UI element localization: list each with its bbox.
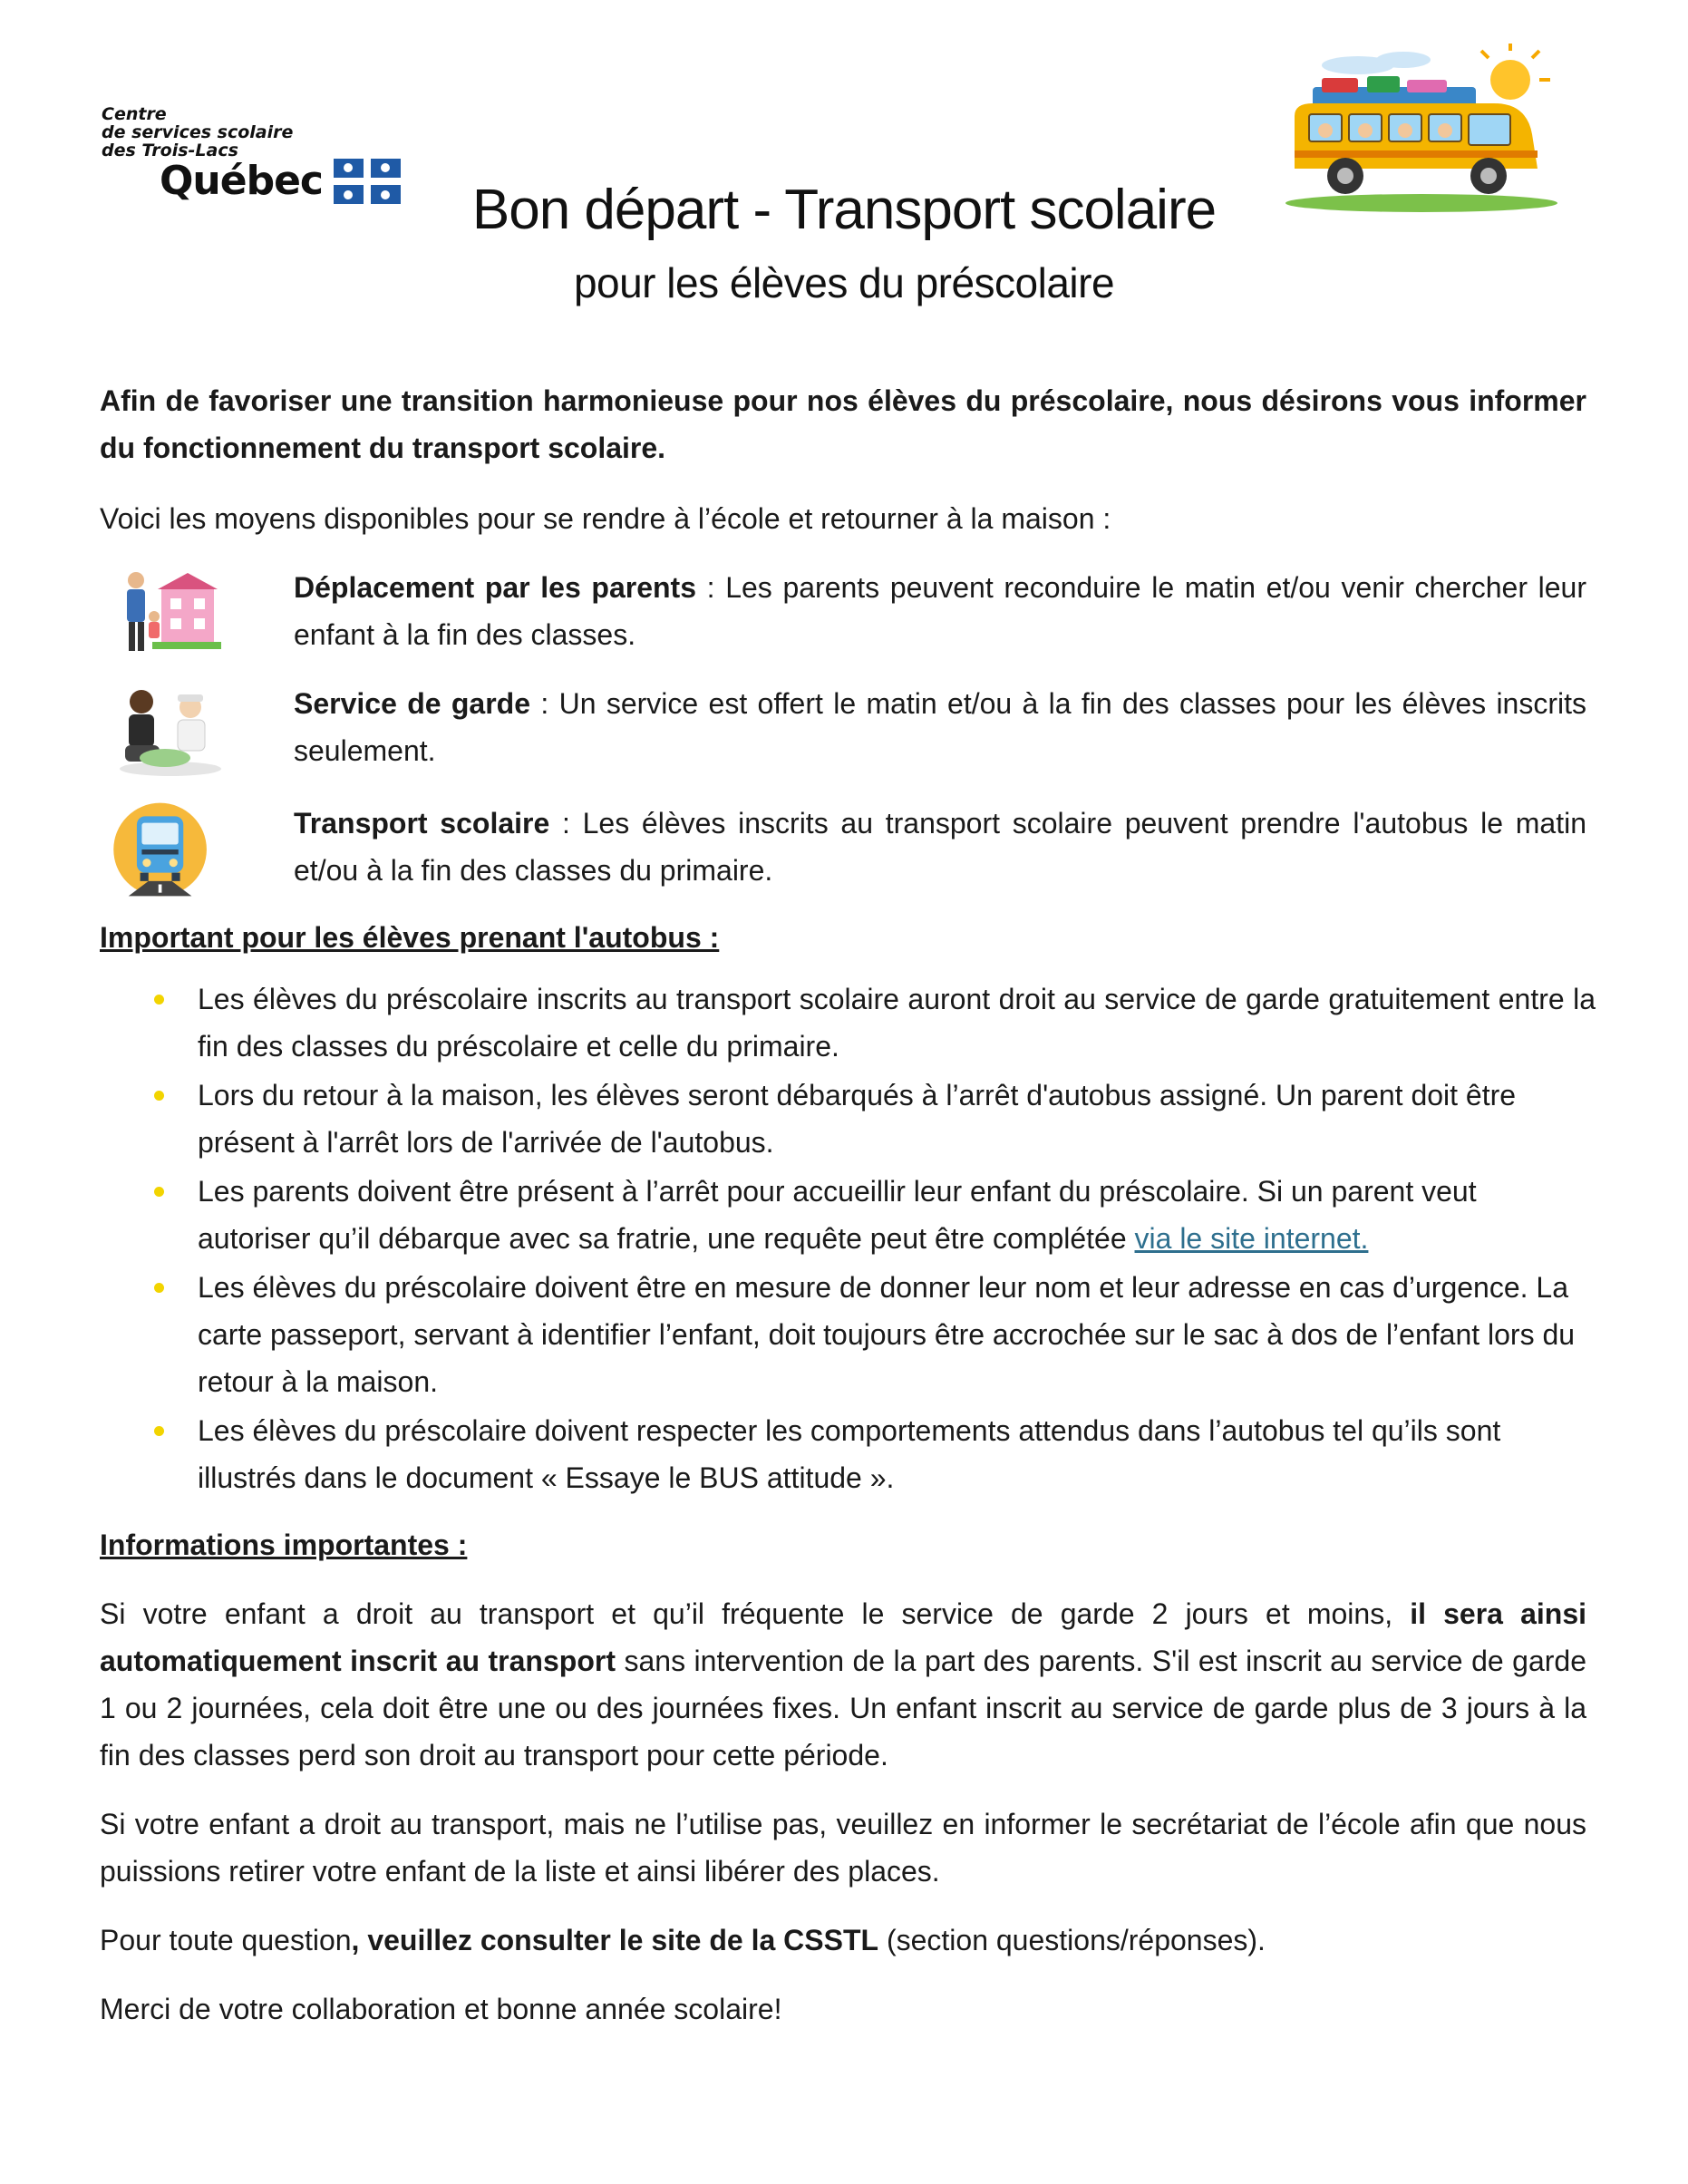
school-bus-icon (107, 800, 225, 899)
option-bus (294, 800, 1586, 894)
option-daycare-text: : Un service est offert le matin et/ou à la fin des classes pour les élèves inscrits seulement. (294, 687, 1587, 767)
bullet-dot-icon (154, 1426, 164, 1436)
bullet-dot-icon (154, 1091, 164, 1101)
important-list (100, 976, 1596, 1503)
option-parents-text: : Les parents peuvent reconduire le matin et/ou venir chercher leur enfant à la fin des classes. (294, 571, 1587, 651)
info-heading: Informations importantes : (100, 1529, 468, 1561)
option-parents (294, 564, 1586, 658)
website-link[interactable]: via le site internet. (1134, 1222, 1369, 1255)
list-item: Les parents doivent être présent à l’arrêt pour accueillir leur enfant du préscolaire. Si un parent veut autoriser qu’il débarque avec sa fratrie, une requête peut être complétée via le site internet. (100, 1168, 1596, 1262)
list-item: Les élèves du préscolaire inscrits au transport scolaire auront droit au service de garde gratuitement entre la fin des classes du préscolaire et celle du primaire. (100, 976, 1596, 1070)
bullet-dot-icon (154, 1187, 164, 1197)
option-daycare (294, 680, 1586, 774)
bullet-dot-icon (154, 995, 164, 1005)
list-item: Les élèves du préscolaire doivent être en mesure de donner leur nom et leur adresse en cas d’urgence. La carte passeport, servant à identifier l’enfant, doit toujours être accrochée sur le sac à dos de l’enfant lors du retour à la maison. (100, 1264, 1596, 1405)
bullet-dot-icon (154, 1283, 164, 1293)
page-title: Bon départ - Transport scolaire (471, 179, 1217, 241)
info-paragraph-2: Si votre enfant a droit au transport, mais ne l’utilise pas, veuillez en informer le secrétariat de l’école afin que nous puissions retirer votre enfant de la liste et ainsi libérer des places. (100, 1808, 1586, 1888)
option-daycare-title: Service de garde (294, 687, 531, 720)
intro-means: Voici les moyens disponibles pour se rendre à l’école et retourner à la maison : (100, 502, 1111, 535)
children-playing-icon (107, 680, 225, 780)
option-bus-text: : Les élèves inscrits au transport scolaire peuvent prendre l'autobus le matin et/ou à la fin des classes du primaire. (294, 807, 1586, 887)
info-paragraph-1: Si votre enfant a droit au transport et qu’il fréquente le service de garde 2 jours et moins, il sera ainsi automatiquement inscrit au transport sans intervention de la part des parents. S'il est inscrit au service de garde 1 ou 2 journées, cela doit être une ou des journées fixes. Un enfant inscrit au service de garde plus de 3 jours à la fin des classes perd son droit au transport pour cette période. (100, 1597, 1587, 1771)
parents-walking-icon (107, 564, 225, 664)
logo-quebec-wordmark: Québec (160, 158, 323, 204)
option-bus-title: Transport scolaire (294, 807, 550, 840)
list-item: Les élèves du préscolaire doivent respecter les comportements attendus dans l’autobus tel qu’ils sont illustrés dans le document « Essaye le BUS attitude ». (100, 1407, 1596, 1501)
list-item: Lors du retour à la maison, les élèves seront débarqués à l’arrêt d'autobus assigné. Un parent doit être présent à l'arrêt lors de l'arrivée de l'autobus. (100, 1072, 1596, 1166)
info-paragraph-4: Merci de votre collaboration et bonne année scolaire! (100, 1993, 782, 2025)
option-parents-title: Déplacement par les parents (294, 571, 697, 604)
logo-line-3: des Trois-Lacs (102, 141, 238, 160)
info-paragraph-3: Pour toute question, veuillez consulter le site de la CSSTL (section questions/réponses). (100, 1924, 1266, 1956)
intro-lead: Afin de favoriser une transition harmonieuse pour nos élèves du préscolaire, nous désirons vous informer du fonctionnement du transport scolaire. (100, 384, 1586, 464)
logo-line-2: de services scolaire (102, 122, 294, 142)
page-subtitle: pour les élèves du préscolaire (573, 259, 1115, 306)
important-heading: Important pour les élèves prenant l'autobus : (100, 921, 720, 954)
logo-line-1: Centre (102, 104, 167, 124)
